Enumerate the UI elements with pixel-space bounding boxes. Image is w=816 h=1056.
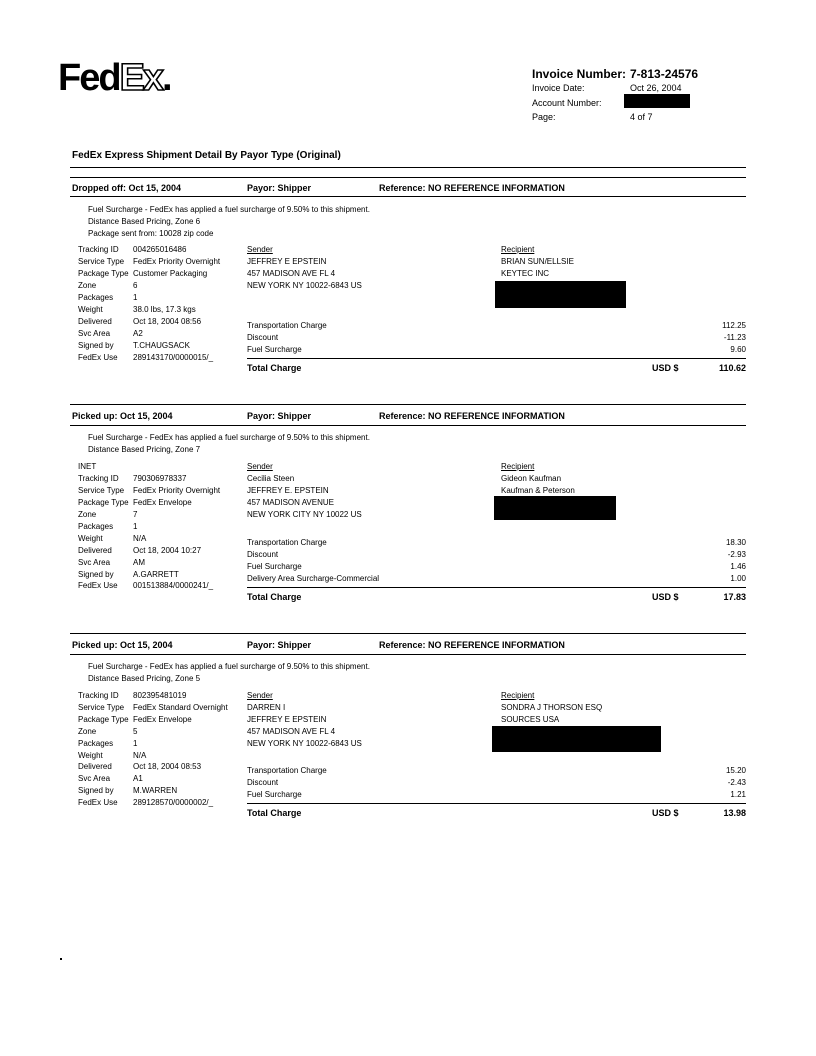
shipment-1-head-rule [70, 196, 746, 197]
detail-label: FedEx Use [78, 798, 118, 807]
detail-label: Zone [78, 510, 97, 519]
detail-label: Packages [78, 522, 114, 531]
detail-value: N/A [133, 534, 147, 543]
recipient-label: Recipient [501, 245, 535, 254]
detail-label: FedEx Use [78, 353, 118, 362]
detail-value: N/A [133, 751, 147, 760]
sender-line: NEW YORK NY 10022-6843 US [247, 281, 362, 290]
detail-label: Zone [78, 727, 97, 736]
total-charge-label: Total Charge [247, 808, 302, 818]
charge-label: Fuel Surcharge [247, 562, 302, 571]
detail-label: Svc Area [78, 329, 111, 338]
fedex-logo [58, 58, 171, 98]
detail-value: A.GARRETT [133, 570, 179, 579]
invoice-number: 7-813-24576 [630, 67, 699, 81]
detail-label: Service Type [78, 486, 125, 495]
recipient-line: Gideon Kaufman [501, 474, 562, 483]
charge-amount: 1.21 [730, 790, 746, 799]
charge-amount: 1.46 [730, 562, 746, 571]
sender-label: Sender [247, 462, 273, 471]
detail-value: 5 [133, 727, 138, 736]
shipment-2-payor: Payor: Shipper [247, 411, 312, 421]
detail-value: Customer Packaging [133, 269, 208, 278]
recipient-line: KEYTEC INC [501, 269, 550, 278]
detail-value: 7 [133, 510, 138, 519]
detail-value: FedEx Priority Overnight [133, 257, 221, 266]
detail-label: Delivered [78, 317, 112, 326]
detail-label: Signed by [78, 341, 114, 350]
invoice-number-label: Invoice Number: [532, 67, 627, 81]
detail-value: 004265016486 [133, 245, 187, 254]
shipment-1-top-rule [70, 177, 746, 178]
logo-fed: Fed [58, 57, 120, 99]
charge-label: Discount [247, 333, 279, 342]
shipment-1-date: Dropped off: Oct 15, 2004 [72, 183, 182, 193]
sender-line: NEW YORK NY 10022-6843 US [247, 739, 362, 748]
detail-value: T.CHAUGSACK [133, 341, 190, 350]
currency-label: USD $ [652, 592, 679, 602]
detail-label: Delivered [78, 762, 112, 771]
sender-line: DARREN I [247, 703, 286, 712]
shipment-3-top-rule [70, 633, 746, 634]
shipment-2-date: Picked up: Oct 15, 2004 [72, 411, 173, 421]
shipment-3-date: Picked up: Oct 15, 2004 [72, 640, 173, 650]
detail-value: 6 [133, 281, 138, 290]
total-charge-label: Total Charge [247, 363, 302, 373]
charge-label: Transportation Charge [247, 766, 327, 775]
detail-value: 1 [133, 293, 138, 302]
charge-label: Discount [247, 778, 279, 787]
sender-line: Cecilia Steen [247, 474, 295, 483]
charge-amount: 1.00 [730, 574, 746, 583]
detail-value: FedEx Standard Overnight [133, 703, 228, 712]
detail-value: Oct 18, 2004 08:53 [133, 762, 202, 771]
account-number-label: Account Number: [532, 98, 602, 108]
detail-label: Packages [78, 293, 114, 302]
shipment-1-payor: Payor: Shipper [247, 183, 312, 193]
detail-label: Package Type [78, 715, 129, 724]
detail-label: Signed by [78, 570, 114, 579]
logo-dot: . [162, 57, 171, 99]
shipment-3-note: Distance Based Pricing, Zone 5 [88, 674, 201, 683]
sender-line: NEW YORK CITY NY 10022 US [247, 510, 362, 519]
charge-label: Transportation Charge [247, 538, 327, 547]
shipment-3-head-rule [70, 654, 746, 655]
sender-line: 457 MADISON AVE FL 4 [247, 727, 336, 736]
detail-label: Tracking ID [78, 245, 119, 254]
detail-value: Oct 18, 2004 10:27 [133, 546, 202, 555]
total-charge-amount: 13.98 [723, 808, 746, 818]
charge-label: Fuel Surcharge [247, 790, 302, 799]
detail-value: 289143170/0000015/_ [133, 353, 214, 362]
detail-value: M.WARREN [133, 786, 178, 795]
total-rule [247, 803, 746, 804]
recipient-line: SOURCES USA [501, 715, 560, 724]
detail-label: Weight [78, 751, 103, 760]
sender-line: JEFFREY E. EPSTEIN [247, 486, 329, 495]
page-title: FedEx Express Shipment Detail By Payor Type (Original) [72, 150, 341, 161]
logo-ex: Ex [119, 57, 163, 99]
shipment-2-top-rule [70, 404, 746, 405]
shipment-2-head-rule [70, 425, 746, 426]
total-charge-amount: 17.83 [723, 592, 746, 602]
detail-value: FedEx Envelope [133, 498, 192, 507]
charge-label: Fuel Surcharge [247, 345, 302, 354]
sender-line: JEFFREY E EPSTEIN [247, 715, 327, 724]
detail-label: Signed by [78, 786, 114, 795]
detail-label: Packages [78, 739, 114, 748]
detail-value: 289128570/0000002/_ [133, 798, 214, 807]
recipient-line: SONDRA J THORSON ESQ [501, 703, 603, 712]
shipment-2-reference: Reference: NO REFERENCE INFORMATION [379, 411, 565, 421]
detail-label: Tracking ID [78, 691, 119, 700]
charge-amount: -2.93 [727, 550, 746, 559]
recipient-address-redaction [495, 281, 626, 308]
total-charge-label: Total Charge [247, 592, 302, 602]
invoice-date: Oct 26, 2004 [630, 83, 682, 93]
detail-label: Weight [78, 534, 103, 543]
detail-label: Delivered [78, 546, 112, 555]
detail-label: Service Type [78, 703, 125, 712]
recipient-line: Kaufman & Peterson [501, 486, 575, 495]
shipment-1-note: Distance Based Pricing, Zone 6 [88, 217, 201, 226]
sender-line: 457 MADISON AVENUE [247, 498, 334, 507]
charge-amount: 112.25 [722, 321, 746, 330]
detail-label: Weight [78, 305, 103, 314]
detail-value: 790306978337 [133, 474, 187, 483]
currency-label: USD $ [652, 808, 679, 818]
sender-label: Sender [247, 691, 273, 700]
detail-value: A1 [133, 774, 143, 783]
shipment-1-reference: Reference: NO REFERENCE INFORMATION [379, 183, 565, 193]
page-label: Page: [532, 112, 556, 122]
pre-detail: INET [78, 462, 97, 471]
detail-value: 1 [133, 739, 138, 748]
detail-value: A2 [133, 329, 143, 338]
charge-amount: 9.60 [730, 345, 746, 354]
sender-label: Sender [247, 245, 273, 254]
detail-label: Package Type [78, 269, 129, 278]
detail-label: Tracking ID [78, 474, 119, 483]
detail-value: FedEx Priority Overnight [133, 486, 221, 495]
shipment-1-note: Fuel Surcharge - FedEx has applied a fuel surcharge of 9.50% to this shipment. [88, 205, 370, 214]
recipient-address-redaction [494, 496, 616, 520]
total-charge-amount: 110.62 [718, 363, 746, 373]
total-rule [247, 358, 746, 359]
detail-label: Svc Area [78, 558, 111, 567]
detail-label: Package Type [78, 498, 129, 507]
recipient-address-redaction [492, 726, 661, 752]
detail-value: FedEx Envelope [133, 715, 192, 724]
detail-value: 38.0 lbs, 17.3 kgs [133, 305, 196, 314]
charge-amount: 15.20 [725, 766, 746, 775]
shipment-3-reference: Reference: NO REFERENCE INFORMATION [379, 640, 565, 650]
shipment-2-note: Distance Based Pricing, Zone 7 [88, 445, 201, 454]
account-number-redaction [624, 94, 690, 108]
shipment-1-note: Package sent from: 10028 zip code [88, 229, 214, 238]
detail-value: 001513884/0000241/_ [133, 581, 214, 590]
shipment-3-payor: Payor: Shipper [247, 640, 312, 650]
charge-amount: -2.43 [727, 778, 746, 787]
recipient-label: Recipient [501, 691, 535, 700]
sender-line: 457 MADISON AVE FL 4 [247, 269, 336, 278]
detail-value: 802395481019 [133, 691, 187, 700]
total-rule [247, 587, 746, 588]
detail-label: Svc Area [78, 774, 111, 783]
title-rule [70, 167, 746, 168]
charge-amount: 18.30 [725, 538, 746, 547]
detail-value: AM [133, 558, 145, 567]
shipment-2-note: Fuel Surcharge - FedEx has applied a fuel surcharge of 9.50% to this shipment. [88, 433, 370, 442]
charge-label: Transportation Charge [247, 321, 327, 330]
detail-label: Service Type [78, 257, 125, 266]
shipment-3-note: Fuel Surcharge - FedEx has applied a fuel surcharge of 9.50% to this shipment. [88, 662, 370, 671]
sender-line: JEFFREY E EPSTEIN [247, 257, 327, 266]
stray-dot [60, 958, 62, 960]
detail-label: FedEx Use [78, 581, 118, 590]
detail-value: Oct 18, 2004 08:56 [133, 317, 202, 326]
charge-amount: -11.23 [723, 333, 746, 342]
recipient-line: BRIAN SUN/ELLSIE [501, 257, 574, 266]
charge-label: Delivery Area Surcharge-Commercial [247, 574, 380, 583]
invoice-date-label: Invoice Date: [532, 83, 585, 93]
detail-value: 1 [133, 522, 138, 531]
recipient-label: Recipient [501, 462, 535, 471]
currency-label: USD $ [652, 363, 679, 373]
charge-label: Discount [247, 550, 279, 559]
detail-label: Zone [78, 281, 97, 290]
page-number: 4 of 7 [630, 112, 653, 122]
